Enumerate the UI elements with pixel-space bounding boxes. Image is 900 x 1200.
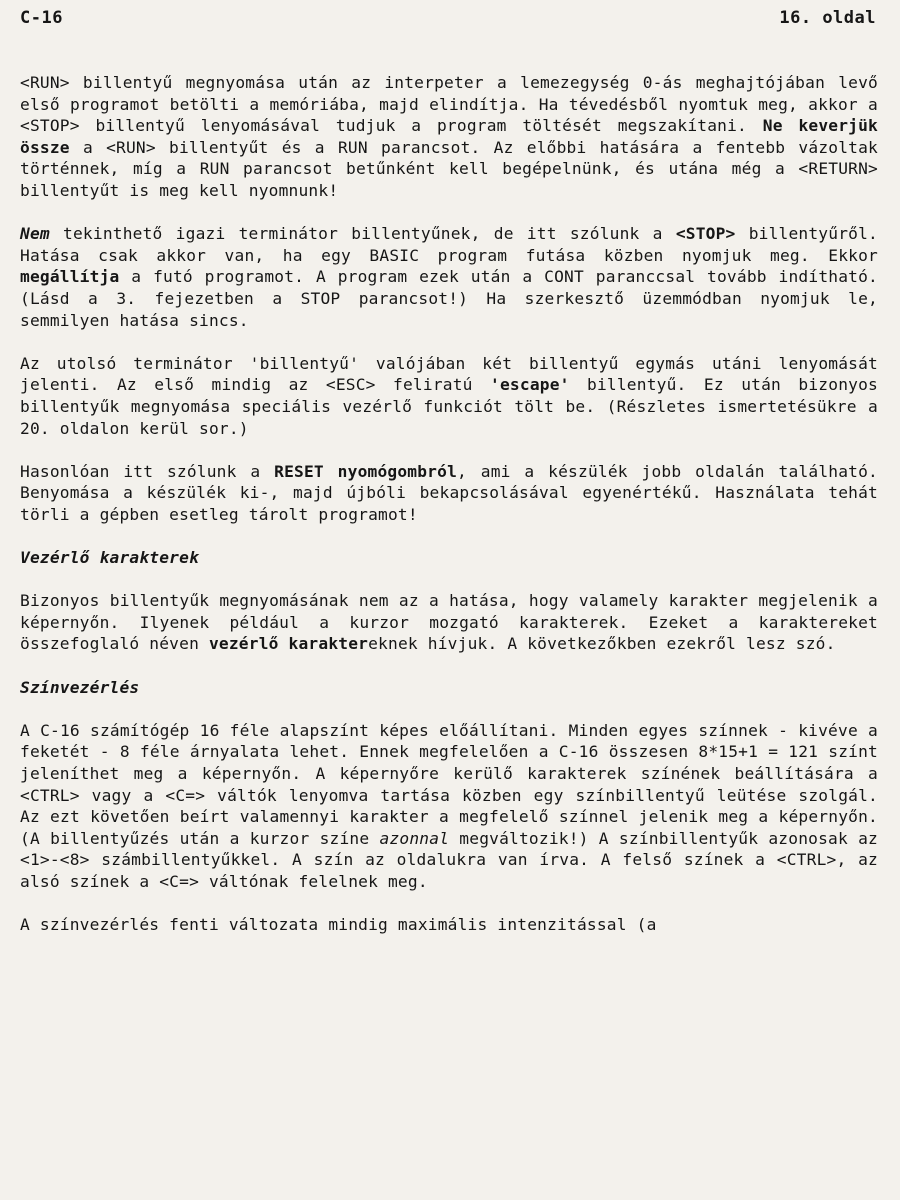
paragraph-run-key (20, 72, 878, 202)
bold-text: Ne keverjük össze (20, 116, 879, 157)
text-run: A színvezérlés fenti változata mindig maximális intenzitással (a (20, 915, 657, 935)
section-heading-color-control: Színvezérlés (20, 677, 140, 697)
bold-text: vezérlő karakter (208, 634, 369, 654)
paragraph-reset-button (20, 461, 878, 526)
paragraph-color-control (20, 720, 878, 893)
text-run: <RUN> billentyű megnyomása után az interpeter a lemezegység 0-ás meghajtójában levő első programot betölti a memóriába, majd elindítja. Ha tévedésből nyomtuk meg, akkor a <STOP> billentyű lenyomásával tudjuk a program töltését megszakítani. (20, 73, 878, 136)
bold-italic-text: Nem (20, 224, 50, 244)
text-run: A C-16 számítógép 16 féle alapszínt képes előállítani. Minden egyes színnek - kivéve a feketét - 8 féle árnyalata lehet. Ennek megfelelően a C-16 összesen 8*15+1 = 121 színt jeleníthet meg a képernyőn. A képernyőre kerülő karakterek színének beállítására a <CTRL> vagy a <C=> váltók lenyomva tartása közben egy színbillentyű leütése szolgál. Az ezt követően beírt valamennyi karakter a megfelelő színnel jelenik meg a képernyőn. (A billentyűzés után a kurzor színe (20, 720, 878, 848)
paragraph-control-chars (20, 590, 878, 655)
text-run: megváltozik!) A színbillentyűk azonosak az <1>-<8> számbillentyűkkel. A szín az oldalukra van írva. A felső színek a <CTRL>, az alsó színek a <C=> váltónak felelnek meg. (20, 828, 878, 891)
header-page-number: 16. oldal (779, 8, 876, 28)
text-run: a futó programot. A program ezek után a CONT paranccsal tovább indítható. (Lásd a 3. fejezetben a STOP parancsot!) Ha szerkesztő üzemmódban nyomjuk le, semmilyen hatása sincs. (20, 267, 878, 330)
text-run: a <RUN> billentyűt és a RUN parancsot. Az előbbi hatására a fentebb vázoltak történnek, míg a RUN parancsot betűnként kell begépelnünk, és utána még a <RETURN> billentyűt is meg kell nyomnunk! (20, 137, 878, 200)
italic-text: azonnal (379, 828, 450, 848)
text-run: eknek hívjuk. A következőkben ezekről lesz szó. (368, 634, 836, 654)
text-run: Az utolsó terminátor 'billentyű' valójában két billentyű egymás utáni lenyomását jelenti. Az első mindig az <ESC> feliratú (20, 353, 878, 395)
text-run: tekinthető igazi terminátor billentyűnek, de itt szólunk a (49, 224, 676, 244)
text-run: billentyűről. Hatása csak akkor van, ha egy BASIC program futása közben nyomjuk meg. Ekkor (20, 224, 878, 265)
text-run: Hasonlóan itt szólunk a (20, 461, 275, 481)
paragraph-stop-key (20, 223, 878, 331)
bold-text: 'escape' (490, 375, 570, 395)
text-run: , ami a készülék jobb oldalán található. Benyomása a készülék ki-, majd újbóli bekapcsolásával egyenértékű. Használata tehát törli a gépben esetleg tárolt programot! (20, 461, 879, 524)
page-header (20, 8, 876, 28)
text-run: Bizonyos billentyűk megnyomásának nem az a hatása, hogy valamely karakter megjelenik a képernyőn. Ilyenek például a kurzor mozgató karakterek. Ezeket a karaktereket összefoglaló néven (20, 591, 878, 654)
paragraph-color-intensity (20, 914, 878, 936)
header-left: C-16 (20, 8, 63, 28)
section-heading-control-chars: Vezérlő karakterek (20, 548, 200, 568)
paragraph-escape-key (20, 353, 878, 439)
page-content (20, 72, 878, 957)
bold-text: megállítja (20, 267, 120, 287)
bold-text: RESET nyomógombról (274, 461, 458, 481)
text-run: billentyű. Ez után bizonyos billentyűk megnyomása speciális vezérlő funkciót tölt be. (Részletes ismertetésükre a 20. oldalon kerül sor.) (20, 375, 878, 438)
bold-text: <STOP> (675, 224, 736, 244)
